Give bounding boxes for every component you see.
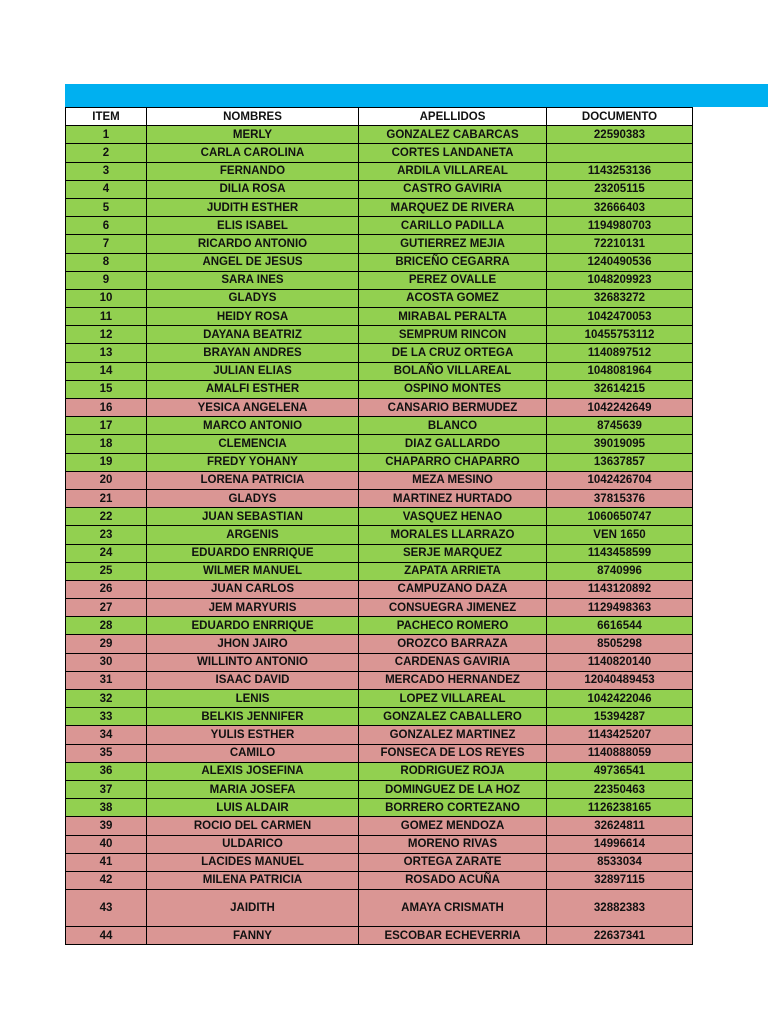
table-row	[66, 799, 693, 817]
cell-documento[interactable]: 37815376	[547, 489, 693, 507]
table-row	[66, 526, 693, 544]
table-row	[66, 380, 693, 398]
cell-apellidos[interactable]: PEREZ OVALLE	[359, 271, 547, 289]
cell-nombres[interactable]: ROCIO DEL CARMEN	[147, 817, 359, 835]
cell-item[interactable]: 35	[66, 744, 147, 762]
cell-nombres[interactable]: CAMILO	[147, 744, 359, 762]
cell-nombres[interactable]: MILENA PATRICIA	[147, 871, 359, 889]
cell-item[interactable]: 16	[66, 399, 147, 417]
header-nombres[interactable]: NOMBRES	[147, 108, 359, 126]
cell-documento[interactable]: 8745639	[547, 417, 693, 435]
cell-nombres[interactable]: JUAN SEBASTIAN	[147, 508, 359, 526]
cell-apellidos[interactable]: GOMEZ MENDOZA	[359, 817, 547, 835]
table-row	[66, 126, 693, 144]
cell-documento[interactable]: 13637857	[547, 453, 693, 471]
cell-nombres[interactable]: JUDITH ESTHER	[147, 198, 359, 216]
table-row	[66, 362, 693, 380]
cell-nombres[interactable]: ULDARICO	[147, 835, 359, 853]
table-row	[66, 162, 693, 180]
header-documento[interactable]: DOCUMENTO	[547, 108, 693, 126]
table-row	[66, 726, 693, 744]
cell-apellidos[interactable]: CASTRO GAVIRIA	[359, 180, 547, 198]
cell-documento[interactable]: 49736541	[547, 762, 693, 780]
cell-documento[interactable]: 1240490536	[547, 253, 693, 271]
cell-apellidos[interactable]: BOLAÑO VILLAREAL	[359, 362, 547, 380]
table-row	[66, 708, 693, 726]
cell-documento[interactable]: 1143253136	[547, 162, 693, 180]
cell-nombres[interactable]: MARIA JOSEFA	[147, 780, 359, 798]
cell-nombres[interactable]: EDUARDO ENRRIQUE	[147, 544, 359, 562]
cell-item[interactable]: 33	[66, 708, 147, 726]
cell-nombres[interactable]: MERLY	[147, 126, 359, 144]
table-row	[66, 471, 693, 489]
cell-nombres[interactable]: AMALFI ESTHER	[147, 380, 359, 398]
table-row	[66, 198, 693, 216]
cell-apellidos[interactable]: OSPINO MONTES	[359, 380, 547, 398]
cell-item[interactable]: 7	[66, 235, 147, 253]
cell-nombres[interactable]: BRAYAN ANDRES	[147, 344, 359, 362]
cell-item[interactable]: 10	[66, 289, 147, 307]
cell-item[interactable]: 26	[66, 580, 147, 598]
cell-apellidos[interactable]: GONZALEZ MARTINEZ	[359, 726, 547, 744]
cell-documento[interactable]: 22350463	[547, 780, 693, 798]
table-row	[66, 544, 693, 562]
cell-apellidos[interactable]: GONZALEZ CABARCAS	[359, 126, 547, 144]
cell-documento[interactable]: 1143120892	[547, 580, 693, 598]
cell-item[interactable]: 43	[66, 890, 147, 927]
cell-item[interactable]: 39	[66, 817, 147, 835]
cell-apellidos[interactable]: CONSUEGRA JIMENEZ	[359, 599, 547, 617]
cell-apellidos[interactable]: CAMPUZANO DAZA	[359, 580, 547, 598]
cell-apellidos[interactable]: ROSADO ACUÑA	[359, 871, 547, 889]
cell-nombres[interactable]: WILLINTO ANTONIO	[147, 653, 359, 671]
cell-item[interactable]: 8	[66, 253, 147, 271]
cell-documento[interactable]: 1194980703	[547, 217, 693, 235]
header-apellidos[interactable]: APELLIDOS	[359, 108, 547, 126]
cell-apellidos[interactable]: BORRERO CORTEZANO	[359, 799, 547, 817]
cell-nombres[interactable]: YULIS ESTHER	[147, 726, 359, 744]
cell-documento[interactable]: 1143458599	[547, 544, 693, 562]
cell-apellidos[interactable]: CHAPARRO CHAPARRO	[359, 453, 547, 471]
cell-documento[interactable]: 32683272	[547, 289, 693, 307]
cell-nombres[interactable]: MARCO ANTONIO	[147, 417, 359, 435]
cell-nombres[interactable]: BELKIS JENNIFER	[147, 708, 359, 726]
cell-nombres[interactable]: JUAN CARLOS	[147, 580, 359, 598]
table-row	[66, 580, 693, 598]
cell-item[interactable]: 20	[66, 471, 147, 489]
cell-item[interactable]: 37	[66, 780, 147, 798]
cell-documento[interactable]: VEN 1650	[547, 526, 693, 544]
cell-item[interactable]: 40	[66, 835, 147, 853]
cell-item[interactable]: 30	[66, 653, 147, 671]
table-row	[66, 744, 693, 762]
cell-item[interactable]: 21	[66, 489, 147, 507]
cell-nombres[interactable]: SARA INES	[147, 271, 359, 289]
cell-nombres[interactable]: CARLA CAROLINA	[147, 144, 359, 162]
cell-item[interactable]: 42	[66, 871, 147, 889]
cell-item[interactable]: 1	[66, 126, 147, 144]
cell-apellidos[interactable]: MEZA MESINO	[359, 471, 547, 489]
cell-nombres[interactable]: ELIS ISABEL	[147, 217, 359, 235]
cell-documento[interactable]: 1140888059	[547, 744, 693, 762]
cell-apellidos[interactable]: DE LA CRUZ ORTEGA	[359, 344, 547, 362]
cell-nombres[interactable]: FREDY YOHANY	[147, 453, 359, 471]
table-row	[66, 617, 693, 635]
cell-documento[interactable]: 39019095	[547, 435, 693, 453]
cell-item[interactable]: 32	[66, 690, 147, 708]
cell-item[interactable]: 9	[66, 271, 147, 289]
cell-apellidos[interactable]: ACOSTA GOMEZ	[359, 289, 547, 307]
cell-nombres[interactable]: LUIS ALDAIR	[147, 799, 359, 817]
cell-apellidos[interactable]: ARDILA VILLAREAL	[359, 162, 547, 180]
cell-item[interactable]: 38	[66, 799, 147, 817]
table-row	[66, 871, 693, 889]
cell-item[interactable]: 3	[66, 162, 147, 180]
cell-item[interactable]: 2	[66, 144, 147, 162]
cell-item[interactable]: 11	[66, 308, 147, 326]
cell-documento[interactable]: 8740996	[547, 562, 693, 580]
header-item[interactable]: ITEM	[66, 108, 147, 126]
cell-apellidos[interactable]: DIAZ GALLARDO	[359, 435, 547, 453]
table-row	[66, 762, 693, 780]
table-row	[66, 690, 693, 708]
cell-item[interactable]: 5	[66, 198, 147, 216]
cell-apellidos[interactable]: MARQUEZ DE RIVERA	[359, 198, 547, 216]
cell-documento[interactable]: 12040489453	[547, 671, 693, 689]
cell-item[interactable]: 18	[66, 435, 147, 453]
cell-item[interactable]: 28	[66, 617, 147, 635]
table-row	[66, 253, 693, 271]
table-row	[66, 435, 693, 453]
cell-item[interactable]: 17	[66, 417, 147, 435]
table-row	[66, 217, 693, 235]
table-row	[66, 835, 693, 853]
cell-documento[interactable]: 1060650747	[547, 508, 693, 526]
cell-nombres[interactable]: CLEMENCIA	[147, 435, 359, 453]
table-row	[66, 653, 693, 671]
cell-apellidos[interactable]: GUTIERREZ MEJIA	[359, 235, 547, 253]
cell-documento[interactable]: 8533034	[547, 853, 693, 871]
table-row	[66, 417, 693, 435]
header-row	[66, 108, 693, 126]
cell-nombres[interactable]: LENIS	[147, 690, 359, 708]
cell-nombres[interactable]: JULIAN ELIAS	[147, 362, 359, 380]
table-row	[66, 562, 693, 580]
cell-documento[interactable]: 1126238165	[547, 799, 693, 817]
table-row	[66, 326, 693, 344]
cell-item[interactable]: 25	[66, 562, 147, 580]
cell-item[interactable]: 27	[66, 599, 147, 617]
cell-nombres[interactable]: LACIDES MANUEL	[147, 853, 359, 871]
cell-apellidos[interactable]: GONZALEZ CABALLERO	[359, 708, 547, 726]
cell-nombres[interactable]: FANNY	[147, 927, 359, 945]
cell-documento[interactable]: 32614215	[547, 380, 693, 398]
cell-item[interactable]: 29	[66, 635, 147, 653]
cell-documento[interactable]: 32624811	[547, 817, 693, 835]
table-row	[66, 927, 693, 945]
cell-item[interactable]: 23	[66, 526, 147, 544]
cell-documento[interactable]: 1048081964	[547, 362, 693, 380]
table-row	[66, 399, 693, 417]
cell-apellidos[interactable]: ORTEGA ZARATE	[359, 853, 547, 871]
table-row	[66, 890, 693, 927]
cell-nombres[interactable]: YESICA ANGELENA	[147, 399, 359, 417]
cell-apellidos[interactable]: MIRABAL PERALTA	[359, 308, 547, 326]
cell-documento[interactable]: 1042470053	[547, 308, 693, 326]
cell-apellidos[interactable]: MORENO RIVAS	[359, 835, 547, 853]
cell-nombres[interactable]: GLADYS	[147, 489, 359, 507]
table-row	[66, 180, 693, 198]
table-row	[66, 308, 693, 326]
table-row	[66, 489, 693, 507]
cell-documento[interactable]: 15394287	[547, 708, 693, 726]
cell-item[interactable]: 12	[66, 326, 147, 344]
cell-item[interactable]: 22	[66, 508, 147, 526]
cell-apellidos[interactable]: VASQUEZ HENAO	[359, 508, 547, 526]
data-table	[65, 107, 693, 945]
cell-nombres[interactable]: ISAAC DAVID	[147, 671, 359, 689]
cell-apellidos[interactable]: BRICEÑO CEGARRA	[359, 253, 547, 271]
cell-documento[interactable]: 22637341	[547, 927, 693, 945]
cell-apellidos[interactable]: CARDENAS GAVIRIA	[359, 653, 547, 671]
table-row	[66, 271, 693, 289]
cell-nombres[interactable]: WILMER MANUEL	[147, 562, 359, 580]
cell-nombres[interactable]: DILIA ROSA	[147, 180, 359, 198]
cell-item[interactable]: 24	[66, 544, 147, 562]
cell-nombres[interactable]: JAIDITH	[147, 890, 359, 927]
cell-item[interactable]: 19	[66, 453, 147, 471]
cell-apellidos[interactable]: FONSECA DE LOS REYES	[359, 744, 547, 762]
cell-nombres[interactable]: RICARDO ANTONIO	[147, 235, 359, 253]
cell-apellidos[interactable]: SEMPRUM RINCON	[359, 326, 547, 344]
cell-apellidos[interactable]: MORALES LLARRAZO	[359, 526, 547, 544]
cell-nombres[interactable]: JEM MARYURIS	[147, 599, 359, 617]
cell-documento[interactable]	[547, 144, 693, 162]
table-row	[66, 453, 693, 471]
cell-nombres[interactable]: GLADYS	[147, 289, 359, 307]
table-row	[66, 780, 693, 798]
cell-item[interactable]: 13	[66, 344, 147, 362]
cell-item[interactable]: 34	[66, 726, 147, 744]
cell-apellidos[interactable]: LOPEZ VILLAREAL	[359, 690, 547, 708]
cell-documento[interactable]: 32897115	[547, 871, 693, 889]
table-row	[66, 235, 693, 253]
cell-apellidos[interactable]: CARILLO PADILLA	[359, 217, 547, 235]
cell-documento[interactable]: 22590383	[547, 126, 693, 144]
cell-apellidos[interactable]: SERJE MARQUEZ	[359, 544, 547, 562]
cell-item[interactable]: 44	[66, 927, 147, 945]
cell-documento[interactable]: 1042426704	[547, 471, 693, 489]
cell-nombres[interactable]: ANGEL DE JESUS	[147, 253, 359, 271]
cell-documento[interactable]: 72210131	[547, 235, 693, 253]
cell-item[interactable]: 36	[66, 762, 147, 780]
cell-apellidos[interactable]: PACHECO ROMERO	[359, 617, 547, 635]
table-row	[66, 508, 693, 526]
cell-documento[interactable]: 1143425207	[547, 726, 693, 744]
cell-nombres[interactable]: DAYANA BEATRIZ	[147, 326, 359, 344]
cell-apellidos[interactable]: CORTES LANDANETA	[359, 144, 547, 162]
cell-apellidos[interactable]: RODRIGUEZ ROJA	[359, 762, 547, 780]
cell-documento[interactable]: 1140897512	[547, 344, 693, 362]
table-row	[66, 635, 693, 653]
cell-apellidos[interactable]: ESCOBAR ECHEVERRIA	[359, 927, 547, 945]
cell-documento[interactable]: 10455753112	[547, 326, 693, 344]
cell-documento[interactable]: 23205115	[547, 180, 693, 198]
cell-documento[interactable]: 1048209923	[547, 271, 693, 289]
cell-apellidos[interactable]: AMAYA CRISMATH	[359, 890, 547, 927]
cell-nombres[interactable]: HEIDY ROSA	[147, 308, 359, 326]
cell-documento[interactable]: 1042242649	[547, 399, 693, 417]
cell-item[interactable]: 14	[66, 362, 147, 380]
cell-nombres[interactable]: EDUARDO ENRRIQUE	[147, 617, 359, 635]
cell-documento[interactable]: 32666403	[547, 198, 693, 216]
cell-item[interactable]: 4	[66, 180, 147, 198]
cell-documento[interactable]: 1129498363	[547, 599, 693, 617]
cell-apellidos[interactable]: BLANCO	[359, 417, 547, 435]
cell-documento[interactable]: 8505298	[547, 635, 693, 653]
table-row	[66, 817, 693, 835]
cell-nombres[interactable]: JHON JAIRO	[147, 635, 359, 653]
cell-documento[interactable]: 32882383	[547, 890, 693, 927]
cell-apellidos[interactable]: CANSARIO BERMUDEZ	[359, 399, 547, 417]
cell-item[interactable]: 41	[66, 853, 147, 871]
cell-apellidos[interactable]: DOMINGUEZ DE LA HOZ	[359, 780, 547, 798]
cell-apellidos[interactable]: OROZCO BARRAZA	[359, 635, 547, 653]
table-row	[66, 344, 693, 362]
cell-item[interactable]: 15	[66, 380, 147, 398]
cell-apellidos[interactable]: ZAPATA ARRIETA	[359, 562, 547, 580]
cell-documento[interactable]: 1140820140	[547, 653, 693, 671]
cell-documento[interactable]: 1042422046	[547, 690, 693, 708]
cell-nombres[interactable]: FERNANDO	[147, 162, 359, 180]
table-row	[66, 853, 693, 871]
table-row	[66, 599, 693, 617]
title-banner	[65, 84, 768, 107]
table-row	[66, 144, 693, 162]
cell-documento[interactable]: 6616544	[547, 617, 693, 635]
cell-item[interactable]: 31	[66, 671, 147, 689]
cell-apellidos[interactable]: MARTINEZ HURTADO	[359, 489, 547, 507]
table-row	[66, 671, 693, 689]
cell-nombres[interactable]: ALEXIS JOSEFINA	[147, 762, 359, 780]
cell-nombres[interactable]: LORENA PATRICIA	[147, 471, 359, 489]
cell-apellidos[interactable]: MERCADO HERNANDEZ	[359, 671, 547, 689]
table-row	[66, 289, 693, 307]
cell-nombres[interactable]: ARGENIS	[147, 526, 359, 544]
cell-documento[interactable]: 14996614	[547, 835, 693, 853]
cell-item[interactable]: 6	[66, 217, 147, 235]
